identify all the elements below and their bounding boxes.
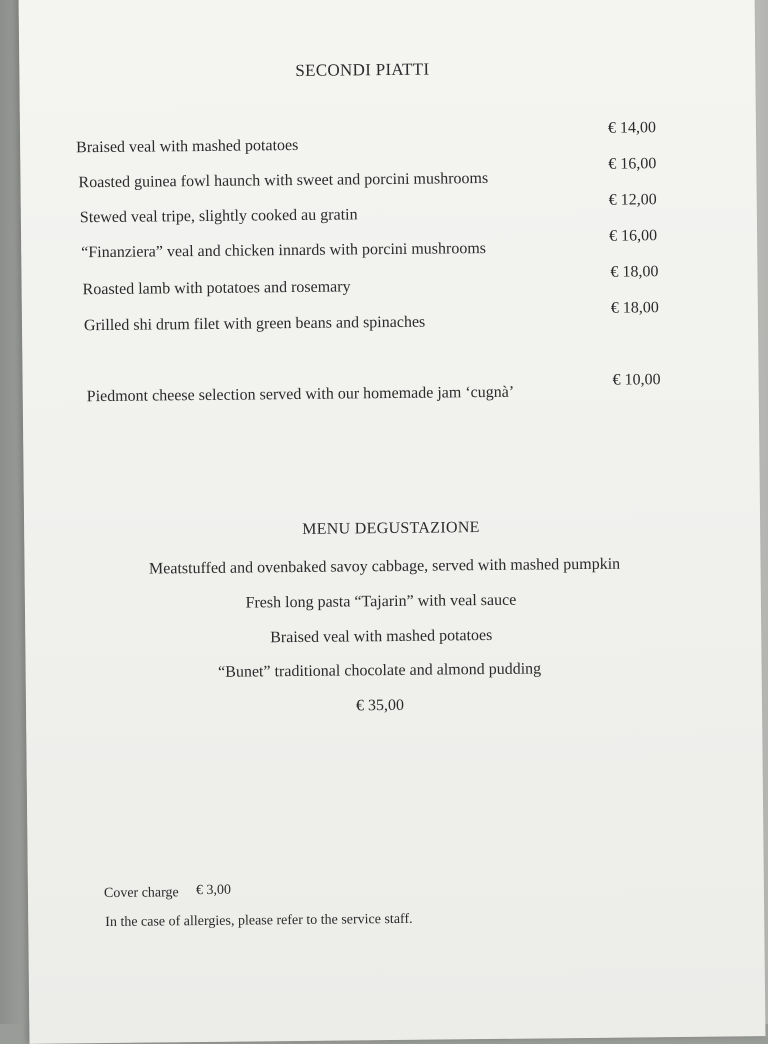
degustazione-title: MENU DEGUSTAZIONE bbox=[302, 519, 480, 538]
cheese-item-name: Piedmont cheese selection served with our homemade jam ‘cugnà’ bbox=[86, 383, 515, 406]
menu-item-price: € 16,00 bbox=[608, 155, 657, 173]
tasting-course: Meatstuffed and ovenbaked savoy cabbage, served with mashed pumpkin bbox=[148, 555, 621, 578]
menu-item-price: € 16,00 bbox=[609, 227, 658, 245]
menu-item-price: € 12,00 bbox=[608, 191, 657, 209]
tasting-course: “Bunet” traditional chocolate and almond pudding bbox=[218, 660, 542, 681]
menu-item-price: € 18,00 bbox=[610, 263, 659, 281]
menu-item-name: Grilled shi drum filet with green beans and spinaches bbox=[83, 313, 426, 335]
menu-item-name: Stewed veal tripe, slightly cooked au gratin bbox=[79, 206, 358, 227]
menu-item-price: € 14,00 bbox=[607, 119, 657, 137]
tasting-course: Braised veal with mashed potatoes bbox=[270, 626, 493, 647]
menu-item-name: Roasted guinea fowl haunch with sweet and porcini mushrooms bbox=[78, 169, 489, 192]
cover-charge-price: € 3,00 bbox=[195, 882, 231, 899]
menu-item-name: Braised veal with mashed potatoes bbox=[76, 136, 299, 157]
tasting-price: € 35,00 bbox=[355, 696, 405, 715]
allergy-note: In the case of allergies, please refer to the service staff. bbox=[105, 911, 413, 931]
menu-sheet bbox=[19, 0, 766, 1044]
menu-item-name: Roasted lamb with potatoes and rosemary bbox=[82, 278, 351, 299]
menu-item-price: € 18,00 bbox=[610, 299, 659, 317]
secondi-title: SECONDI PIATTI bbox=[295, 59, 430, 80]
tasting-course: Fresh long pasta “Tajarin” with veal sauce bbox=[245, 591, 517, 612]
cheese-item-price: € 10,00 bbox=[612, 371, 661, 389]
menu-item-name: “Finanziera” veal and chicken innards with porcini mushrooms bbox=[81, 240, 487, 262]
cover-charge-label: Cover charge bbox=[103, 885, 179, 902]
